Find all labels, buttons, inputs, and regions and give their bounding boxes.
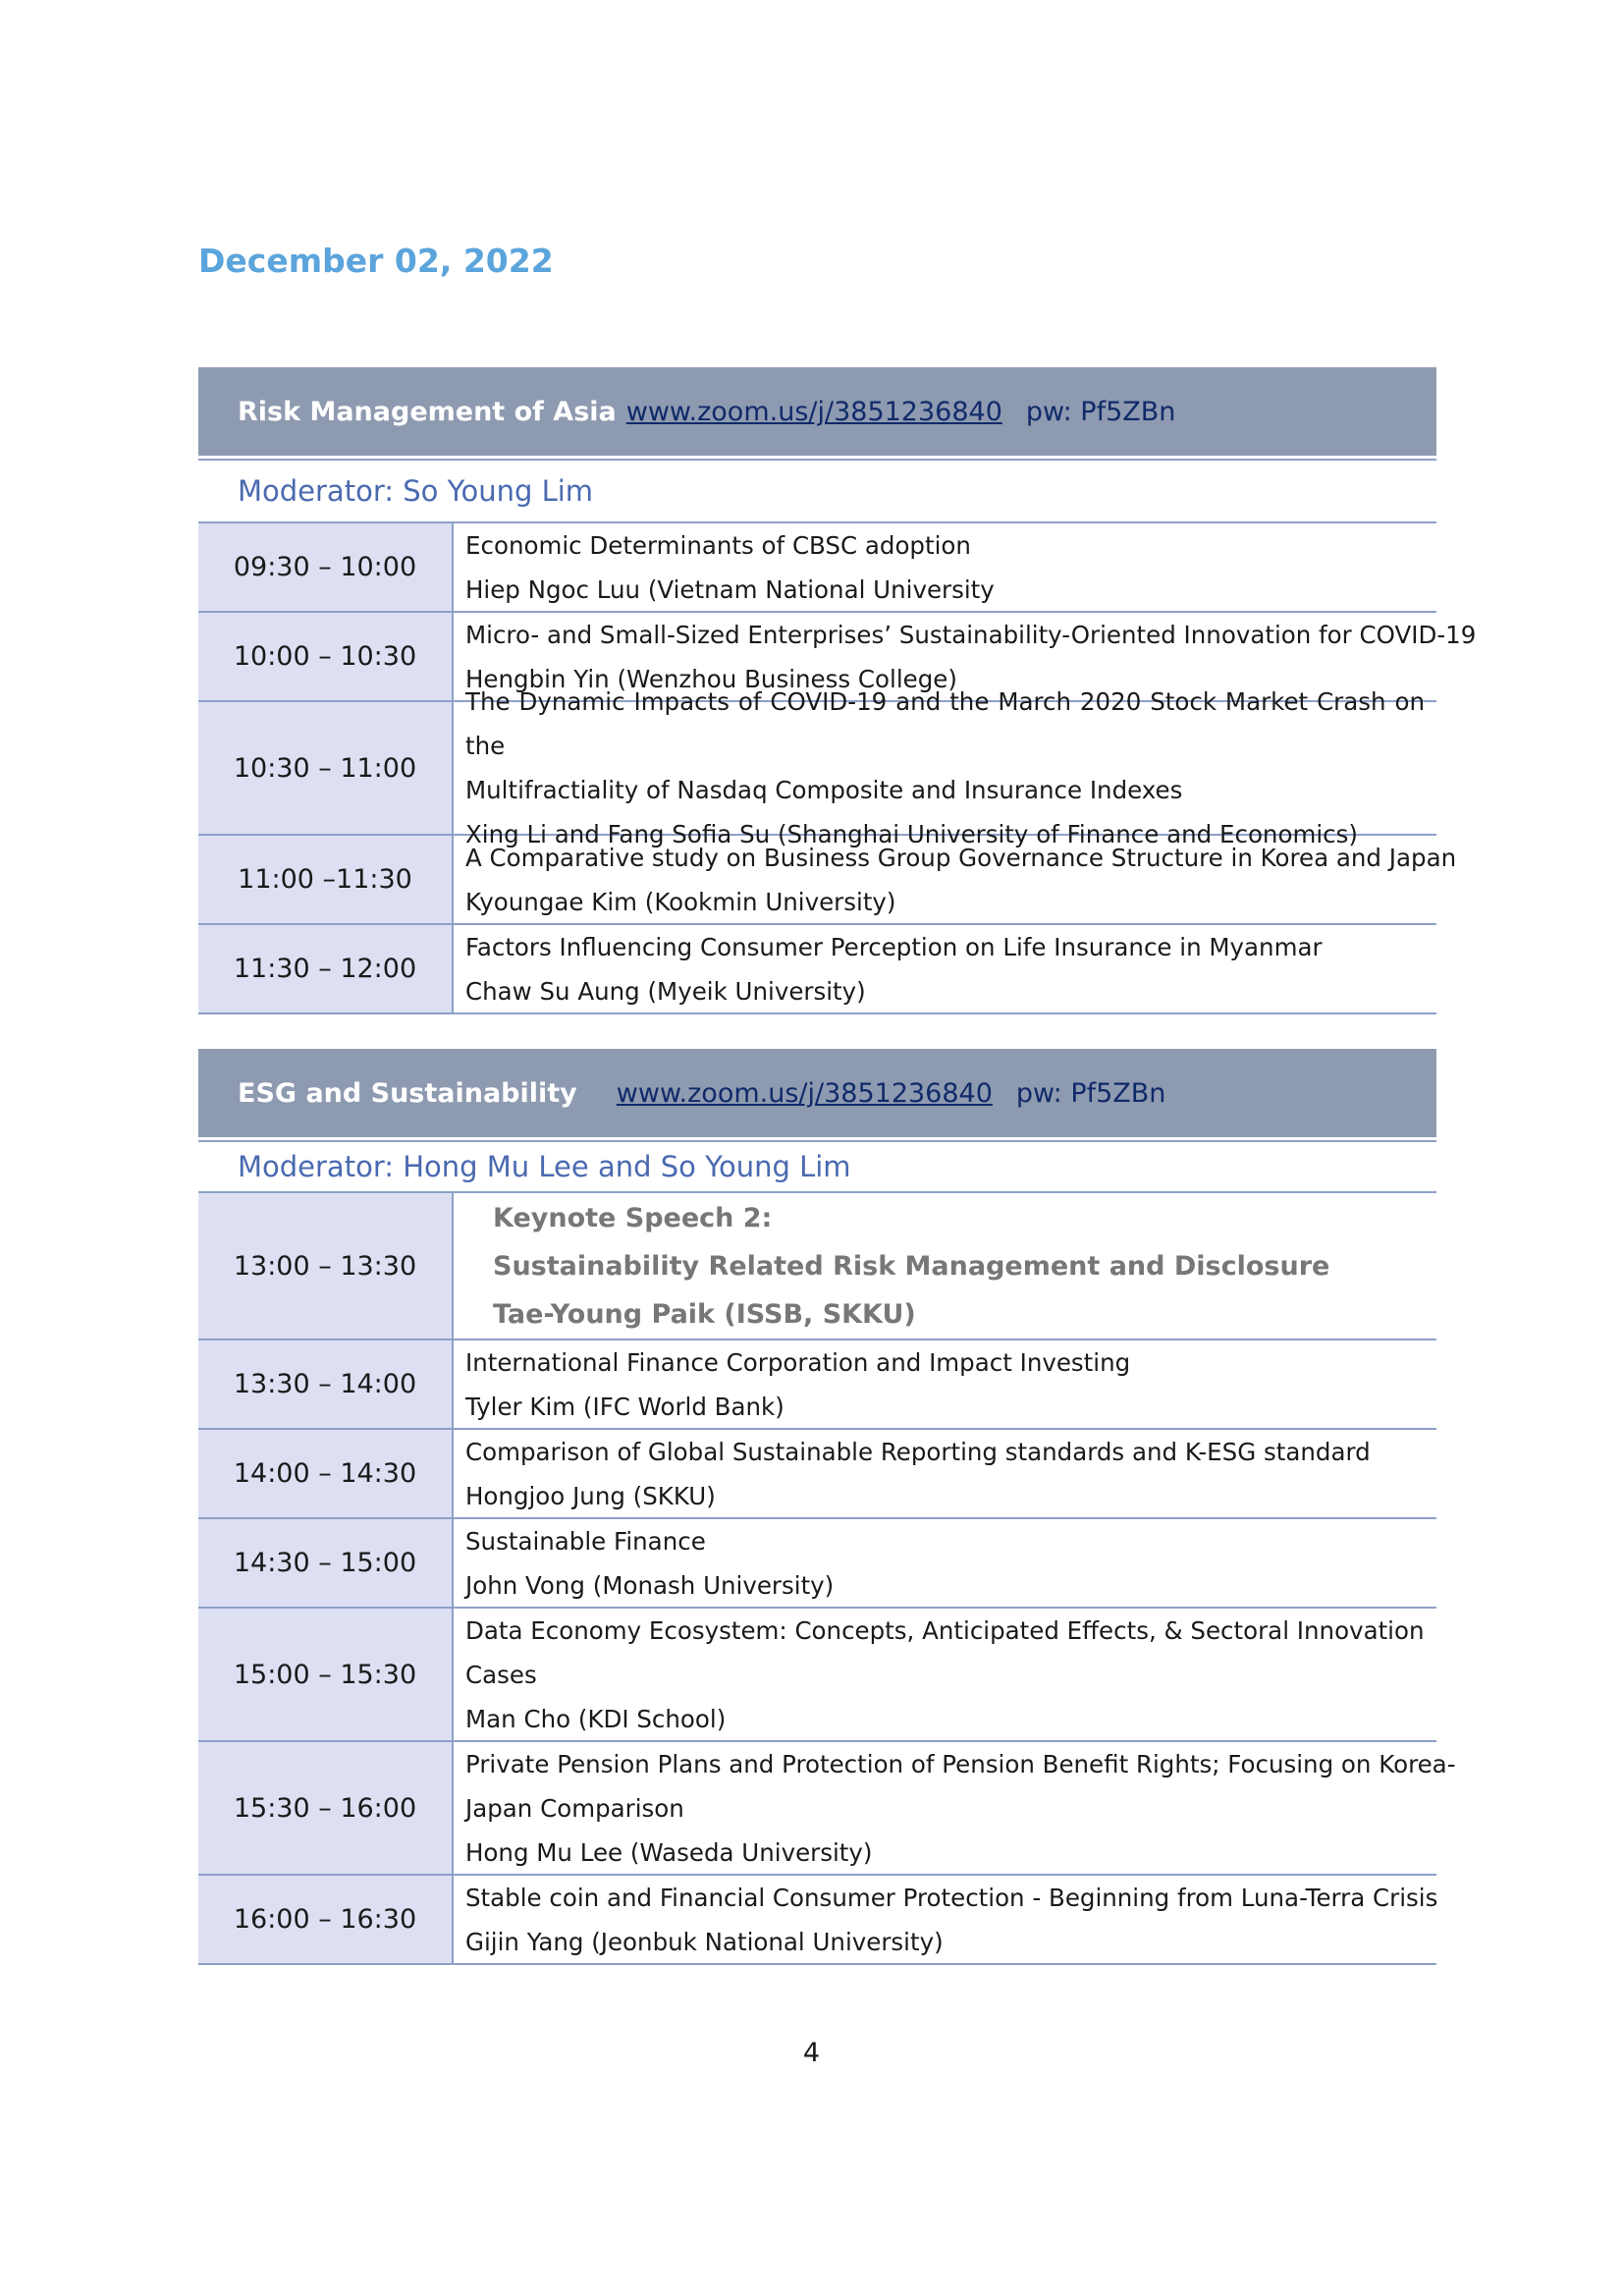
- talk-speaker: Hongjoo Jung (SKKU): [465, 1481, 716, 1510]
- session-risk-management: [198, 367, 1477, 1014]
- time-slot: 14:30 – 15:00: [198, 1519, 454, 1607]
- time-slot: 14:00 – 14:30: [198, 1430, 454, 1517]
- schedule-row: [198, 1742, 1456, 1876]
- date-heading: December 02, 2022: [198, 242, 554, 280]
- talk-speaker: Hengbin Yin (Wenzhou Business College): [465, 664, 957, 693]
- talk-title: Sustainable Finance: [465, 1526, 706, 1556]
- time-slot: 16:00 – 16:30: [198, 1876, 454, 1963]
- talk-details: [454, 1876, 1449, 1963]
- talk-title: Factors Influencing Consumer Perception on Life Insurance in Myanmar: [465, 932, 1323, 961]
- moderator: Moderator: Hong Mu Lee and So Young Lim: [198, 1142, 1436, 1193]
- schedule-row: [198, 836, 1457, 925]
- schedule-row: [198, 1340, 1436, 1430]
- section-title: ESG and Sustainability: [238, 1077, 577, 1109]
- talk-details: [454, 1742, 1468, 1874]
- keynote-label: Keynote Speech 2:: [493, 1202, 773, 1233]
- talk-title: Micro- and Small-Sized Enterprises’ Sustainability-Oriented Innovation for COVID-19: [465, 620, 1477, 649]
- section-title: Risk Management of Asia: [238, 396, 617, 427]
- talk-title: Multifractiality of Nasdaq Composite and Insurance Indexes: [465, 776, 1183, 804]
- talk-title: Data Economy Ecosystem: Concepts, Anticipated Effects, & Sectoral Innovation: [465, 1615, 1425, 1645]
- keynote-title: Sustainability Related Risk Management and Disclosure: [493, 1250, 1330, 1282]
- talk-speaker: Hong Mu Lee (Waseda University): [465, 1837, 873, 1867]
- schedule-row: [198, 1430, 1436, 1519]
- talk-details: [454, 687, 1436, 848]
- keynote-speaker: Tae-Young Paik (ISSB, SKKU): [493, 1298, 916, 1330]
- time-slot: 11:30 – 12:00: [198, 925, 454, 1012]
- time-slot: 10:00 – 10:30: [198, 613, 454, 700]
- schedule-row: [198, 1876, 1436, 1965]
- talk-title: International Finance Corporation and Impact Investing: [465, 1347, 1131, 1377]
- schedule-row: [198, 687, 1436, 848]
- time-slot: 15:30 – 16:00: [198, 1742, 454, 1874]
- talk-title: Comparison of Global Sustainable Reporting standards and K-ESG standard: [465, 1437, 1371, 1466]
- schedule-row: [198, 1519, 1436, 1609]
- schedule-row: [198, 925, 1436, 1014]
- page-number: 4: [802, 2038, 821, 2068]
- talk-speaker: Chaw Su Aung (Myeik University): [465, 976, 866, 1006]
- talk-details: [454, 1340, 1436, 1428]
- time-slot: 11:00 –11:30: [198, 836, 454, 923]
- talk-speaker: John Vong (Monash University): [465, 1570, 835, 1600]
- time-slot: 13:00 – 13:30: [198, 1193, 454, 1339]
- talk-speaker: Gijin Yang (Jeonbuk National University): [465, 1927, 944, 1956]
- time-slot: 13:30 – 14:00: [198, 1340, 454, 1428]
- zoom-password: pw: Pf5ZBn: [1025, 396, 1176, 427]
- talk-details: [454, 1519, 1436, 1607]
- time-slot: 15:00 – 15:30: [198, 1609, 454, 1740]
- schedule-row: [198, 1609, 1436, 1742]
- talk-details: [454, 523, 1436, 611]
- talk-speaker: Hiep Ngoc Luu (Vietnam National University: [465, 574, 995, 604]
- zoom-link[interactable]: www.zoom.us/j/3851236840: [616, 1077, 993, 1109]
- talk-title: Japan Comparison: [465, 1793, 684, 1823]
- talk-title: A Comparative study on Business Group Governance Structure in Korea and Japan: [465, 843, 1457, 872]
- talk-speaker: Kyoungae Kim (Kookmin University): [465, 887, 896, 916]
- section-header: [198, 1049, 1436, 1137]
- time-slot: 09:30 – 10:00: [198, 523, 454, 611]
- keynote-details: [454, 1193, 1436, 1339]
- zoom-password: pw: Pf5ZBn: [1015, 1077, 1166, 1109]
- talk-title: Cases: [465, 1660, 537, 1689]
- talk-title: Private Pension Plans and Protection of Pension Benefit Rights; Focusing on Korea-: [465, 1749, 1456, 1778]
- time-slot: 10:30 – 11:00: [198, 702, 454, 834]
- talk-speaker: Man Cho (KDI School): [465, 1704, 727, 1733]
- talk-title: Stable coin and Financial Consumer Protection - Beginning from Luna-Terra Crisis: [465, 1883, 1438, 1912]
- talk-title: Economic Determinants of CBSC adoption: [465, 530, 971, 560]
- talk-details: [454, 1609, 1436, 1740]
- talk-details: [454, 1430, 1436, 1517]
- moderator: Moderator: So Young Lim: [198, 461, 1436, 523]
- section-header: [198, 367, 1436, 456]
- talk-speaker: Xing Li and Fang Sofia Su (Shanghai University of Finance and Economics): [465, 820, 1358, 848]
- talk-title: The Dynamic Impacts of COVID-19 and the March 2020 Stock Market Crash on the: [465, 687, 1425, 760]
- keynote-row: [198, 1193, 1436, 1340]
- talk-details: [454, 836, 1468, 923]
- session-esg-sustainability: [198, 1049, 1456, 1965]
- talk-speaker: Tyler Kim (IFC World Bank): [465, 1392, 784, 1421]
- talk-details: [454, 925, 1436, 1012]
- zoom-link[interactable]: www.zoom.us/j/3851236840: [625, 396, 1002, 427]
- schedule-row: [198, 523, 1436, 613]
